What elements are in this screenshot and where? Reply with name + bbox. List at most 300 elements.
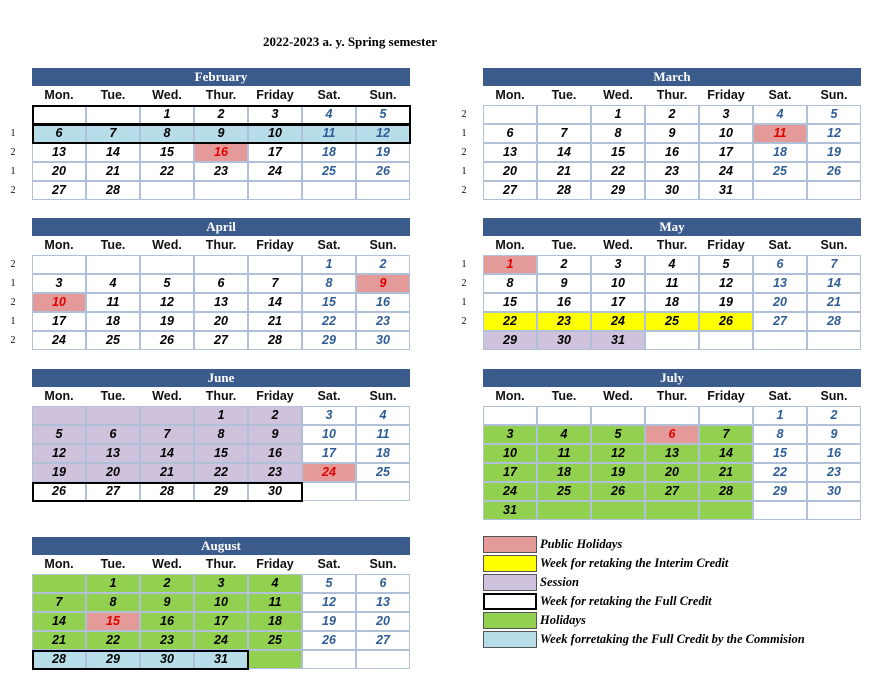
weekday-header [483,86,861,105]
day-cell: 7 [248,274,302,293]
day-cell: 30 [248,482,302,501]
day-cell: 1 [483,255,537,274]
empty-cell [32,105,86,124]
day-cell: 6 [86,425,140,444]
day-cell: 21 [86,162,140,181]
day-cell: 19 [356,143,410,162]
day-cell: 14 [807,274,861,293]
day-cell: 3 [483,425,537,444]
day-cell: 17 [483,463,537,482]
day-cell: 7 [699,425,753,444]
day-cell: 18 [86,312,140,331]
day-cell: 24 [699,162,753,181]
day-cell: 11 [645,274,699,293]
day-cell: 30 [140,650,194,669]
day-cell: 27 [356,631,410,650]
day-cell: 23 [356,312,410,331]
weekday-label: Wed. [603,238,633,252]
day-cell: 23 [645,162,699,181]
empty-cell [483,406,537,425]
day-cell: 19 [591,463,645,482]
day-cell: 13 [645,444,699,463]
day-cell: 19 [807,143,861,162]
day-cell: 27 [753,312,807,331]
day-cell: 28 [699,482,753,501]
empty-cell [591,406,645,425]
day-cell: 1 [753,406,807,425]
day-cell: 22 [86,631,140,650]
day-cell: 16 [645,143,699,162]
legend-label: Holidays [540,613,586,627]
day-cell: 22 [753,463,807,482]
month-calendar-july [483,369,861,520]
day-cell: 26 [356,162,410,181]
day-cell: 30 [807,482,861,501]
day-cell: 29 [194,482,248,501]
weekday-label: Sun. [820,389,848,403]
weekday-label: Friday [256,88,294,102]
weekday-header [32,387,410,406]
day-cell: 2 [537,255,591,274]
day-cell: 19 [32,463,86,482]
day-cell: 18 [645,293,699,312]
empty-cell [753,181,807,200]
day-cell: 25 [86,331,140,350]
day-cell: 31 [591,331,645,350]
week-number: 1 [10,278,16,289]
empty-cell [483,105,537,124]
day-cell: 21 [32,631,86,650]
weekday-label: Mon. [495,238,525,252]
day-cell: 2 [140,574,194,593]
empty-cell [807,331,861,350]
week-number: 1 [10,166,16,177]
month-calendar-march [483,68,861,200]
month-title: June [32,369,410,387]
day-cell: 13 [753,274,807,293]
day-cell: 3 [194,574,248,593]
day-cell: 3 [302,406,356,425]
day-cell: 16 [537,293,591,312]
empty-cell [302,650,356,669]
day-cell: 15 [86,612,140,631]
week-number: 2 [10,297,16,308]
day-cell: 21 [140,463,194,482]
day-cell: 29 [483,331,537,350]
day-cell: 11 [356,425,410,444]
day-cell: 26 [699,312,753,331]
day-cell: 24 [32,331,86,350]
day-cell: 16 [194,143,248,162]
day-cell: 28 [140,482,194,501]
month-title: July [483,369,861,387]
empty-cell [302,482,356,501]
day-cell: 21 [699,463,753,482]
day-cell: 5 [807,105,861,124]
empty-cell [302,181,356,200]
week-number: 1 [10,316,16,327]
day-cell: 15 [302,293,356,312]
page-title: 2022-2023 a. y. Spring semester [262,34,438,49]
day-cell: 31 [699,181,753,200]
weekday-label: Tue. [551,238,577,252]
day-cell: 22 [302,312,356,331]
day-cell: 5 [32,425,86,444]
weekday-label: Friday [256,238,294,252]
week-number: 2 [461,147,467,158]
empty-cell [356,181,410,200]
empty-cell [807,181,861,200]
day-cell: 8 [302,274,356,293]
week-number: 2 [10,147,16,158]
day-cell: 18 [537,463,591,482]
empty-cell [537,105,591,124]
day-cell: 17 [248,143,302,162]
day-cell: 7 [140,425,194,444]
day-cell: 17 [32,312,86,331]
day-cell: 23 [140,631,194,650]
month-title: April [32,218,410,236]
day-cell: 11 [753,124,807,143]
day-cell: 24 [591,312,645,331]
day-cell: 17 [699,143,753,162]
day-cell: 13 [483,143,537,162]
empty-cell [32,574,86,593]
day-cell: 8 [140,124,194,143]
weekday-label: Wed. [603,389,633,403]
month-title: February [32,68,410,86]
day-cell: 23 [807,463,861,482]
weekday-label: Tue. [100,238,126,252]
day-cell: 30 [537,331,591,350]
day-cell: 29 [753,482,807,501]
weekday-label: Tue. [551,389,577,403]
day-cell: 10 [591,274,645,293]
day-cell: 1 [302,255,356,274]
day-cell: 3 [248,105,302,124]
weekday-label: Tue. [100,557,126,571]
day-cell: 26 [302,631,356,650]
day-cell: 21 [248,312,302,331]
day-cell: 26 [591,482,645,501]
day-cell: 14 [140,444,194,463]
day-cell: 7 [537,124,591,143]
day-cell: 18 [356,444,410,463]
weekday-header [483,236,861,255]
day-cell: 8 [483,274,537,293]
day-cell: 2 [356,255,410,274]
empty-cell [248,650,302,669]
day-cell: 12 [356,124,410,143]
day-cell: 10 [699,124,753,143]
week-number: 2 [10,335,16,346]
day-cell: 12 [807,124,861,143]
weekday-header [32,86,410,105]
day-cell: 8 [194,425,248,444]
day-cell: 17 [591,293,645,312]
day-cell: 5 [140,274,194,293]
day-cell: 9 [140,593,194,612]
day-cell: 10 [302,425,356,444]
weekday-label: Wed. [152,389,182,403]
day-cell: 28 [807,312,861,331]
day-cell: 9 [807,425,861,444]
weekday-label: Wed. [603,88,633,102]
empty-cell [248,181,302,200]
empty-cell [537,501,591,520]
day-cell: 15 [140,143,194,162]
day-cell: 29 [591,181,645,200]
day-cell: 24 [483,482,537,501]
day-cell: 17 [194,612,248,631]
empty-cell [140,255,194,274]
day-cell: 15 [591,143,645,162]
day-cell: 23 [194,162,248,181]
day-cell: 1 [140,105,194,124]
legend-label: Session [540,575,579,589]
month-title: March [483,68,861,86]
day-cell: 10 [483,444,537,463]
day-cell: 25 [537,482,591,501]
day-cell: 16 [248,444,302,463]
day-cell: 1 [591,105,645,124]
weekday-label: Friday [256,389,294,403]
day-cell: 25 [356,463,410,482]
day-cell: 16 [140,612,194,631]
day-cell: 1 [194,406,248,425]
weekday-label: Sun. [820,88,848,102]
day-cell: 4 [356,406,410,425]
weekday-label: Sat. [317,389,341,403]
day-cell: 12 [140,293,194,312]
weekday-label: Sat. [768,88,792,102]
day-cell: 20 [645,463,699,482]
weekday-label: Mon. [495,88,525,102]
weekday-label: Thur. [205,88,237,102]
day-cell: 14 [86,143,140,162]
empty-cell [140,181,194,200]
weekday-label: Sun. [369,389,397,403]
day-cell: 7 [32,593,86,612]
day-cell: 28 [32,650,86,669]
day-cell: 2 [645,105,699,124]
empty-cell [194,255,248,274]
empty-cell [86,255,140,274]
day-cell: 15 [483,293,537,312]
day-cell: 6 [483,124,537,143]
day-cell: 23 [537,312,591,331]
month-title: May [483,218,861,236]
day-cell: 31 [194,650,248,669]
day-cell: 29 [86,650,140,669]
weekday-label: Mon. [44,389,74,403]
day-cell: 31 [483,501,537,520]
day-cell: 12 [591,444,645,463]
empty-cell [645,501,699,520]
day-cell: 2 [194,105,248,124]
empty-cell [194,181,248,200]
day-cell: 23 [248,463,302,482]
day-cell: 5 [302,574,356,593]
empty-cell [86,105,140,124]
day-cell: 14 [537,143,591,162]
day-cell: 17 [302,444,356,463]
weekday-label: Mon. [44,88,74,102]
day-cell: 5 [591,425,645,444]
weekday-label: Sun. [820,238,848,252]
weekday-label: Mon. [495,389,525,403]
day-cell: 16 [356,293,410,312]
weekday-label: Sat. [768,238,792,252]
day-cell: 20 [32,162,86,181]
empty-cell [86,406,140,425]
day-cell: 27 [86,482,140,501]
day-cell: 20 [483,162,537,181]
legend-swatch [483,574,537,591]
weekday-label: Sat. [317,238,341,252]
day-cell: 14 [32,612,86,631]
week-number: 2 [461,109,467,120]
day-cell: 21 [807,293,861,312]
day-cell: 9 [194,124,248,143]
weekday-label: Tue. [100,88,126,102]
day-cell: 10 [248,124,302,143]
week-number: 2 [461,316,467,327]
day-cell: 12 [32,444,86,463]
legend-swatch [483,536,537,553]
day-cell: 28 [248,331,302,350]
week-number: 1 [461,297,467,308]
month-calendar-may [483,218,861,350]
day-cell: 6 [753,255,807,274]
day-cell: 30 [356,331,410,350]
empty-cell [699,331,753,350]
day-cell: 14 [248,293,302,312]
empty-cell [699,406,753,425]
week-number: 2 [10,185,16,196]
day-cell: 18 [248,612,302,631]
empty-cell [356,650,410,669]
week-number: 2 [10,259,16,270]
weekday-header [483,387,861,406]
day-cell: 13 [86,444,140,463]
day-cell: 16 [807,444,861,463]
day-cell: 15 [753,444,807,463]
weekday-label: Thur. [205,389,237,403]
empty-cell [753,501,807,520]
day-cell: 19 [140,312,194,331]
day-cell: 19 [699,293,753,312]
week-number: 2 [461,185,467,196]
day-cell: 18 [302,143,356,162]
empty-cell [140,406,194,425]
day-cell: 26 [140,331,194,350]
empty-cell [807,501,861,520]
day-cell: 4 [248,574,302,593]
weekday-label: Friday [707,238,745,252]
month-calendar-april [32,218,410,350]
week-number: 2 [461,278,467,289]
day-cell: 19 [302,612,356,631]
weekday-label: Thur. [656,389,688,403]
weekday-label: Friday [256,557,294,571]
day-cell: 6 [356,574,410,593]
day-cell: 20 [356,612,410,631]
day-cell: 12 [302,593,356,612]
weekday-label: Wed. [152,88,182,102]
weekday-label: Friday [707,88,745,102]
day-cell: 9 [248,425,302,444]
day-cell: 22 [140,162,194,181]
month-calendar-august [32,537,410,669]
day-cell: 12 [699,274,753,293]
empty-cell [32,406,86,425]
day-cell: 1 [86,574,140,593]
day-cell: 27 [483,181,537,200]
weekday-label: Sun. [369,557,397,571]
day-cell: 26 [807,162,861,181]
day-cell: 24 [248,162,302,181]
weekday-label: Tue. [100,389,126,403]
weekday-header [32,555,410,574]
empty-cell [356,482,410,501]
day-cell: 7 [86,124,140,143]
day-cell: 20 [753,293,807,312]
weekday-label: Thur. [205,238,237,252]
day-cell: 28 [537,181,591,200]
day-cell: 11 [302,124,356,143]
legend-swatch [483,593,537,610]
day-cell: 22 [194,463,248,482]
day-cell: 10 [194,593,248,612]
empty-cell [32,255,86,274]
day-cell: 11 [248,593,302,612]
day-cell: 27 [645,482,699,501]
day-cell: 6 [32,124,86,143]
weekday-label: Friday [707,389,745,403]
day-cell: 10 [32,293,86,312]
weekday-label: Mon. [44,238,74,252]
weekday-label: Sat. [768,389,792,403]
legend-swatch [483,555,537,572]
day-cell: 2 [807,406,861,425]
day-cell: 4 [753,105,807,124]
empty-cell [753,331,807,350]
day-cell: 20 [86,463,140,482]
day-cell: 6 [194,274,248,293]
day-cell: 6 [645,425,699,444]
weekday-label: Tue. [551,88,577,102]
day-cell: 28 [86,181,140,200]
day-cell: 30 [645,181,699,200]
day-cell: 2 [248,406,302,425]
legend-swatch [483,631,537,648]
legend-label: Week for retaking the Interim Credit [540,556,729,570]
empty-cell [591,501,645,520]
day-cell: 9 [356,274,410,293]
month-calendar-february [32,68,410,200]
day-cell: 8 [753,425,807,444]
weekday-label: Thur. [205,557,237,571]
empty-cell [645,331,699,350]
weekday-label: Thur. [656,238,688,252]
weekday-label: Wed. [152,557,182,571]
weekday-label: Sat. [317,557,341,571]
day-cell: 4 [86,274,140,293]
legend-swatch [483,612,537,629]
day-cell: 22 [483,312,537,331]
day-cell: 15 [194,444,248,463]
